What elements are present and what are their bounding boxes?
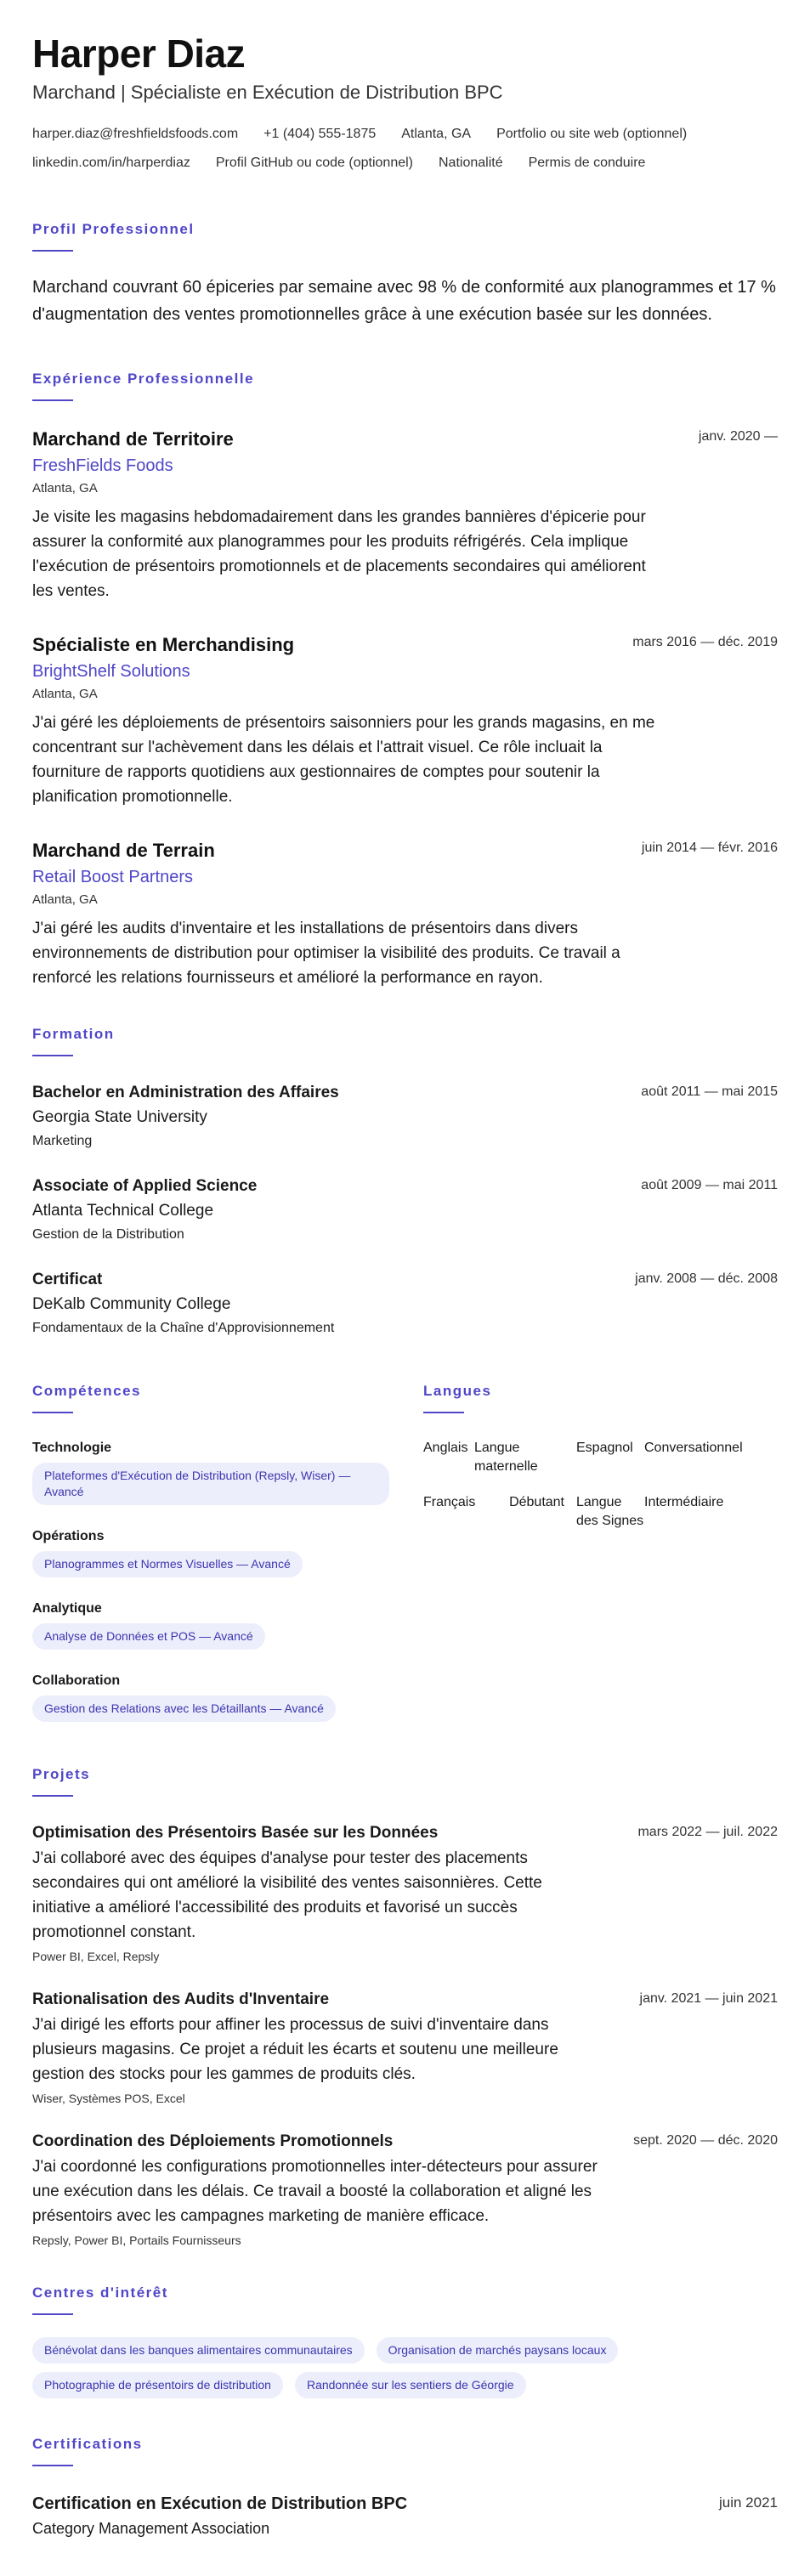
project-tech: Repsly, Power BI, Portails Fournisseurs <box>32 2233 241 2247</box>
certifications-section <box>32 2434 778 2539</box>
job-location: Atlanta, GA <box>32 687 98 701</box>
section-divider <box>32 1055 73 1056</box>
contact-linkedin[interactable]: linkedin.com/in/harperdiaz <box>32 156 190 170</box>
skill-chip: Planogrammes et Normes Visuelles — Avancé <box>32 1551 303 1577</box>
project-description: J'ai dirigé les efforts pour affiner les processus de suivi d'inventaire dans plusieurs magasins. Ce projet a réduit les écarts et soutenu une meilleure gestion des stocks pour les gammes de produits clés. <box>32 2016 558 2083</box>
project-item <box>32 1989 778 2107</box>
skills-section <box>32 1381 423 1722</box>
interest-chip: Bénévolat dans les banques alimentaires communautaires <box>32 2337 365 2364</box>
section-title: Centres d'intérêt <box>32 2284 168 2301</box>
company-name: BrightShelf Solutions <box>32 662 190 681</box>
company-name: FreshFields Foods <box>32 456 173 475</box>
language-level: Débutant <box>509 1495 564 1509</box>
contact-license: Permis de conduire <box>528 156 646 170</box>
project-dates: janv. 2021 — juin 2021 <box>639 1991 778 2006</box>
section-title: Projets <box>32 1766 91 1782</box>
contact-line <box>32 124 797 173</box>
degree-name: Bachelor en Administration des Affaires <box>32 1084 339 1101</box>
section-divider <box>32 250 73 252</box>
skill-chip: Analyse de Données et POS — Avancé <box>32 1623 265 1650</box>
resume-header <box>32 31 778 173</box>
certification-date: juin 2021 <box>718 2494 778 2511</box>
contact-github[interactable]: Profil GitHub ou code (optionnel) <box>215 156 413 170</box>
education-dates: août 2011 — mai 2015 <box>641 1084 778 1099</box>
education-item <box>32 1175 778 1245</box>
contact-location: Atlanta, GA <box>401 127 472 141</box>
section-divider <box>32 1412 73 1413</box>
interest-chip: Photographie de présentoirs de distribution <box>32 2372 283 2398</box>
project-dates: mars 2022 — juil. 2022 <box>637 1825 778 1839</box>
language-name: Espagnol <box>576 1441 633 1455</box>
project-description: J'ai coordonné les configurations promotionnelles inter-détecteurs pour assurer une exécution dans les délais. Ce travail a boosté la collaboration et aligné les présentoirs avec les campagnes marketing de manière efficace. <box>32 2158 598 2225</box>
job-title: Spécialiste en Merchandising <box>32 634 295 655</box>
education-section <box>32 1024 778 1339</box>
experience-dates: janv. 2020 — <box>698 429 778 444</box>
languages-section <box>423 1381 778 1722</box>
contact-phone[interactable]: +1 (404) 555-1875 <box>263 127 377 141</box>
section-title: Certifications <box>32 2436 143 2452</box>
project-name: Rationalisation des Audits d'Inventaire <box>32 1990 330 2008</box>
school-name: DeKalb Community College <box>32 1295 231 1313</box>
section-title: Expérience Professionnelle <box>32 371 255 387</box>
projects-section <box>32 1764 778 2249</box>
experience-dates: juin 2014 — févr. 2016 <box>641 841 778 855</box>
language-name: Anglais <box>423 1441 468 1455</box>
skill-category: Analytique <box>32 1601 102 1616</box>
interest-chip: Randonnée sur les sentiers de Géorgie <box>295 2372 526 2398</box>
degree-name: Certificat <box>32 1271 103 1288</box>
field-of-study: Gestion de la Distribution <box>32 1227 184 1242</box>
job-description: J'ai géré les audits d'inventaire et les installations de présentoirs dans divers environnements de distribution pour optimiser la visibilité des produits. Ce travail a renforcé les relations fournisseurs et amélioré la performance en rayon. <box>32 920 620 987</box>
education-item <box>32 1269 778 1339</box>
section-title: Formation <box>32 1026 115 1042</box>
section-divider <box>32 399 73 401</box>
certification-issuer: Category Management Association <box>32 2520 270 2537</box>
candidate-name: Harper Diaz <box>32 31 246 76</box>
education-item <box>32 1082 778 1152</box>
section-divider <box>32 2465 73 2466</box>
project-description: J'ai collaboré avec des équipes d'analyse pour tester des placements secondaires qui ont amélioré la visibilité des ventes saisonnières. Cette initiative a amélioré l'accessibilité des produits et favorisé un succès promotionnel constant. <box>32 1849 542 1941</box>
school-name: Georgia State University <box>32 1108 207 1126</box>
project-item <box>32 2131 778 2249</box>
section-title: Compétences <box>32 1383 141 1399</box>
degree-name: Associate of Applied Science <box>32 1177 258 1195</box>
experience-item <box>32 838 778 990</box>
language-level: Langue maternelle <box>474 1441 538 1474</box>
project-name: Optimisation des Présentoirs Basée sur les Données <box>32 1824 439 1842</box>
contact-email[interactable]: harper.diaz@freshfieldsfoods.com <box>32 127 239 141</box>
section-title: Profil Professionnel <box>32 221 195 237</box>
contact-nationality: Nationalité <box>439 156 503 170</box>
project-name: Coordination des Déploiements Promotionnels <box>32 2132 394 2150</box>
summary-text: Marchand couvrant 60 épiceries par semaine avec 98 % de conformité aux planogrammes et 17 % d'augmentation des ventes promotionnelles grâce à une exécution basée sur les données. <box>32 278 776 324</box>
skill-category: Collaboration <box>32 1673 121 1688</box>
project-item <box>32 1822 778 1965</box>
project-dates: sept. 2020 — déc. 2020 <box>633 2133 778 2148</box>
experience-section <box>32 369 778 990</box>
skills-languages-row <box>32 1381 778 1722</box>
job-location: Atlanta, GA <box>32 892 98 907</box>
company-name: Retail Boost Partners <box>32 868 193 886</box>
education-dates: janv. 2008 — déc. 2008 <box>635 1271 778 1286</box>
section-title: Langues <box>423 1383 492 1399</box>
language-name: Français <box>423 1495 476 1509</box>
skill-category: Technologie <box>32 1441 112 1455</box>
experience-dates: mars 2016 — déc. 2019 <box>632 635 778 649</box>
job-description: Je visite les magasins hebdomadairement dans les grandes bannières d'épicerie pour assurer la conformité aux planogrammes pour les produits réfrigérés. Cela implique l'exécution de présentoirs promotionnels et de placements secondaires qui améliorent les ventes. <box>32 508 646 600</box>
school-name: Atlanta Technical College <box>32 1202 214 1220</box>
job-description: J'ai géré les déploiements de présentoirs saisonniers pour les grands magasins, en me concentrant sur l'achèvement dans les délais et l'attrait visuel. Ce rôle incluait la fourniture de rapports quotidiens aux gestionnaires de comptes pour soutenir la planification promotionnelle. <box>32 714 655 806</box>
project-tech: Wiser, Systèmes POS, Excel <box>32 2092 185 2105</box>
language-level: Conversationnel <box>644 1441 743 1455</box>
experience-item <box>32 427 778 603</box>
field-of-study: Fondamentaux de la Chaîne d'Approvisionnement <box>32 1321 335 1335</box>
skill-chip: Plateformes d'Exécution de Distribution (Repsly, Wiser) — Avancé <box>32 1463 389 1505</box>
interests-chips <box>32 2337 729 2398</box>
language-name: Langue des Signes <box>576 1495 644 1528</box>
summary-section <box>32 219 778 328</box>
section-divider <box>32 2313 73 2315</box>
skill-category: Opérations <box>32 1529 105 1543</box>
field-of-study: Marketing <box>32 1134 93 1148</box>
language-level: Intermédiaire <box>644 1495 724 1509</box>
job-title: Marchand de Terrain <box>32 840 215 861</box>
interest-chip: Organisation de marchés paysans locaux <box>377 2337 619 2364</box>
certification-name: Certification en Exécution de Distribution BPC <box>32 2494 408 2513</box>
section-divider <box>423 1412 464 1413</box>
interests-section <box>32 2283 778 2398</box>
job-location: Atlanta, GA <box>32 481 98 495</box>
project-tech: Power BI, Excel, Repsly <box>32 1950 160 1963</box>
skill-chip: Gestion des Relations avec les Détaillants — Avancé <box>32 1696 336 1722</box>
experience-item <box>32 632 778 809</box>
candidate-headline: Marchand | Spécialiste en Exécution de Distribution BPC <box>32 82 503 103</box>
education-dates: août 2009 — mai 2011 <box>641 1178 778 1192</box>
contact-portfolio[interactable]: Portfolio ou site web (optionnel) <box>496 127 688 141</box>
certification-item <box>32 2492 778 2539</box>
section-divider <box>32 1795 73 1797</box>
job-title: Marchand de Territoire <box>32 428 234 450</box>
languages-grid <box>423 1439 778 1531</box>
